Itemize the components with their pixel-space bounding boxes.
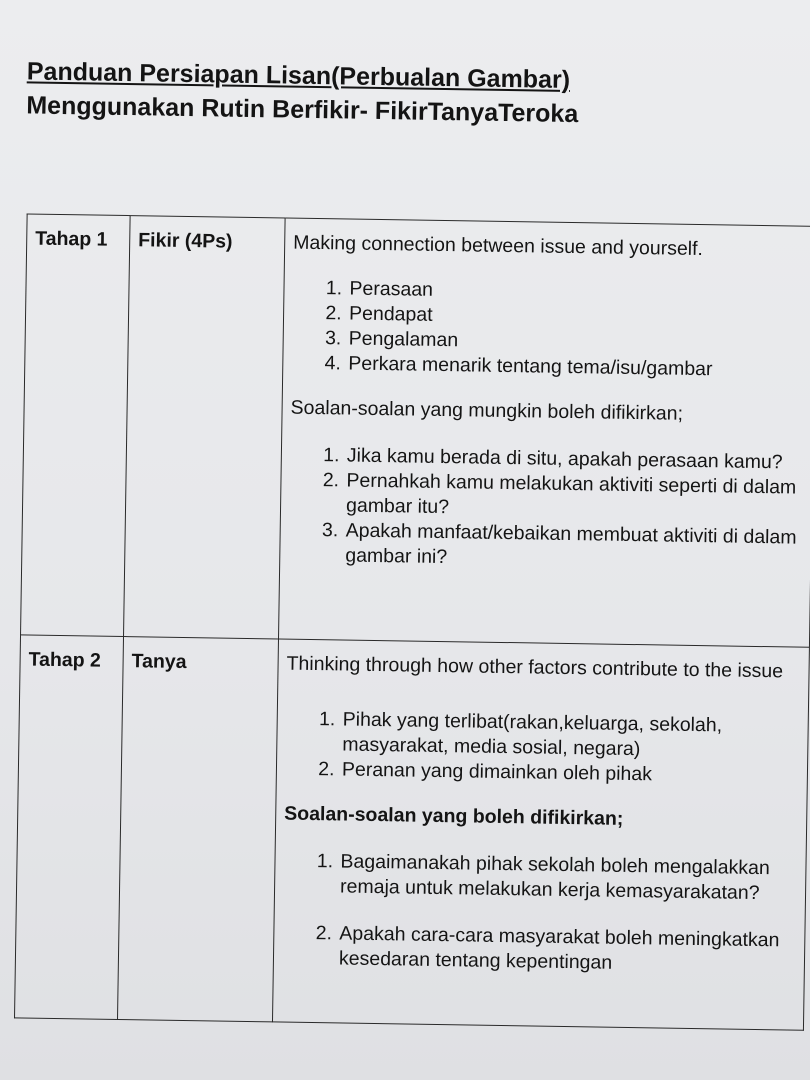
- title-line-2: Menggunakan Rutin Berfikir- FikirTanyaTeroka: [26, 91, 579, 129]
- list-item: 2. Apakah cara-cara masyarakat boleh meningkatkan kesedaran tentang kepentingan: [337, 921, 797, 978]
- points-list: [285, 707, 800, 790]
- step-cell: Fikir (4Ps): [124, 216, 286, 639]
- list-item: 2. Peranan yang dimainkan oleh pihak: [340, 757, 799, 789]
- list-item: 1. Bagaimanakah pihak sekolah boleh mengalakkan remaja untuk melakukan kerja kemasyarakatan?: [338, 849, 798, 906]
- list-item: 2. Pendapat: [347, 301, 806, 333]
- list-item: 4. Perkara menarik tentang tema/isu/gambar: [346, 351, 805, 383]
- list-item: 1. Jika kamu berada di situ, apakah perasaan kamu?: [345, 443, 804, 475]
- stage-intro: Making connection between issue and yourself.: [293, 231, 704, 261]
- table-row: [21, 214, 810, 647]
- description-cell: [272, 639, 809, 1030]
- step-cell: Tanya: [118, 637, 279, 1022]
- guide-table: [14, 213, 810, 1030]
- list-item: 3. Pengalaman: [347, 326, 806, 358]
- points-list: [291, 276, 807, 384]
- questions-heading: Soalan-soalan yang mungkin boleh difikirkan;: [290, 396, 684, 425]
- table-row: [15, 635, 810, 1030]
- questions-list: [288, 443, 804, 576]
- stage-cell: Tahap 1: [21, 214, 131, 637]
- list-item: 2. Pernahkah kamu melakukan aktiviti seperti di dalam gambar itu?: [344, 468, 804, 525]
- list-item: 1. Perasaan: [347, 276, 806, 308]
- stage-cell: Tahap 2: [15, 635, 124, 1020]
- stage-intro: Thinking through how other factors contribute to the issue: [286, 652, 784, 683]
- list-item: 1. Pihak yang terlibat(rakan,keluarga, sekolah, masyarakat, media sosial, negara): [340, 707, 800, 764]
- title-line-1: Panduan Persiapan Lisan(Perbualan Gambar): [26, 57, 571, 94]
- description-cell: [278, 218, 810, 647]
- questions-heading: Soalan-soalan yang boleh difikirkan;: [284, 802, 624, 830]
- questions-list: [282, 849, 798, 979]
- list-item: 3. Apakah manfaat/kebaikan membuat aktiviti di dalam gambar ini?: [343, 518, 803, 575]
- document-title: [26, 54, 579, 131]
